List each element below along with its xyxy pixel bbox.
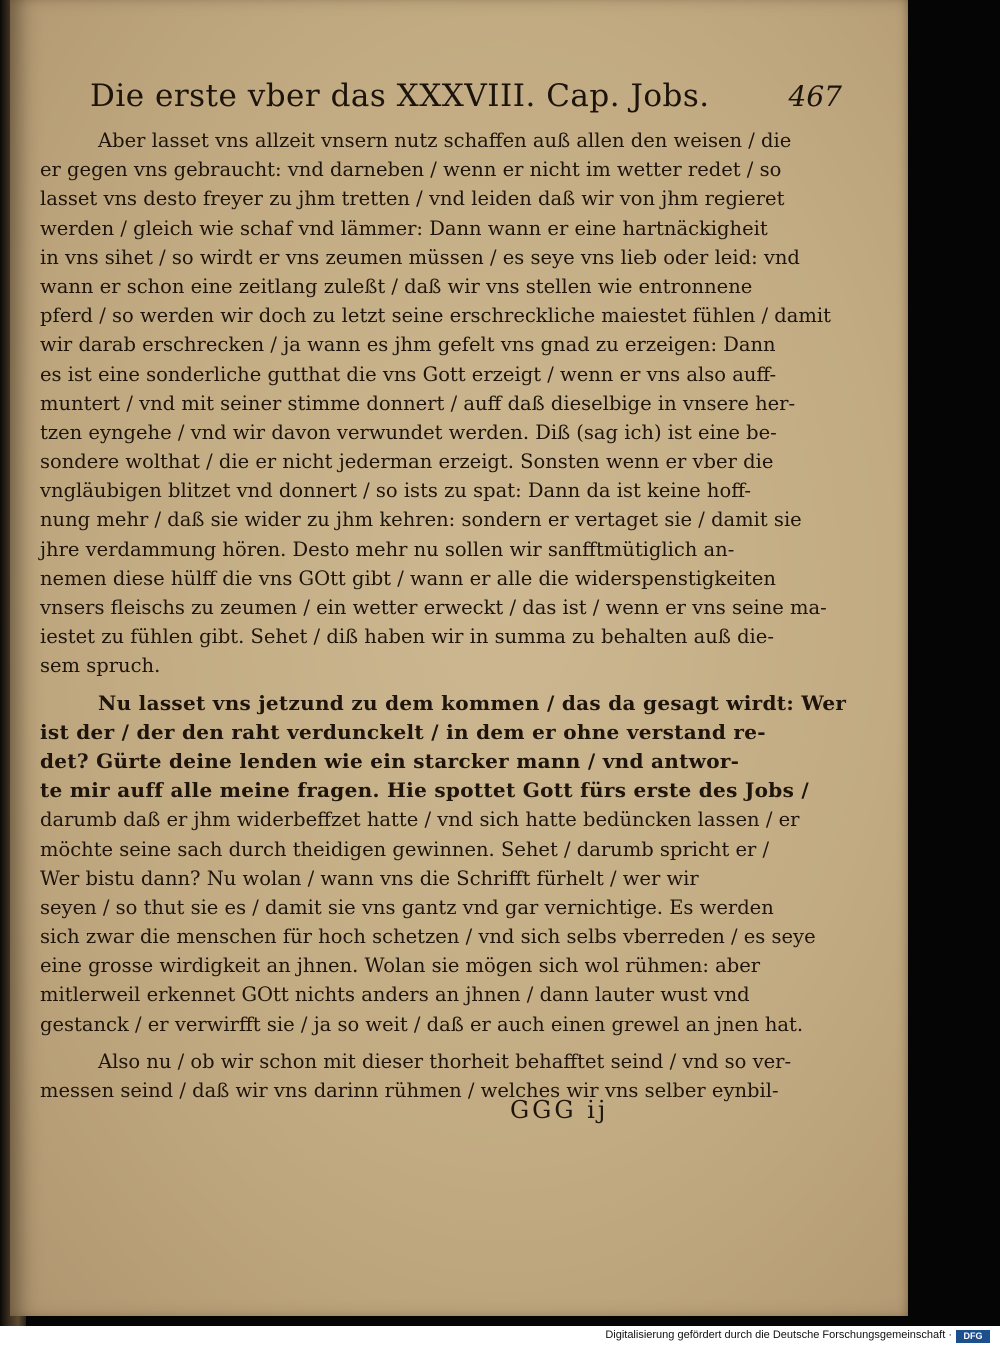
text-line: vnsers fleischs zu zeumen / ein wetter erweckt / das ist / wenn er vns seine ma-	[40, 596, 827, 619]
text-line: Aber lasset vns allzeit vnsern nutz schaffen auß allen den weisen / die	[98, 129, 792, 152]
text-line: in vns sihet / so wirdt er vns zeumen müssen / es seye vns lieb oder leid: vnd	[40, 245, 800, 269]
text-line: werden / gleich wie schaf vnd lämmer: Dann wann er eine hartnäckigheit	[40, 216, 768, 240]
text-line: lasset vns desto freyer zu jhm tretten / vnd leiden daß wir von jhm regieret	[40, 187, 785, 211]
dfg-logo: DFG	[956, 1330, 990, 1343]
text-line: wir darab erschrecken / ja wann es jhm gefelt vns gnad zu erzeigen: Dann	[40, 333, 776, 357]
text-line: tzen eyngehe / vnd wir davon verwundet werden. Diß (sag ich) ist eine be-	[40, 420, 777, 444]
text-line: det? Gürte deine lenden wie ein starcker mann / vnd antwor-	[40, 748, 740, 773]
text-line: es ist eine sonderliche gutthat die vns Gott erzeigt / wenn er vns also auff-	[40, 362, 777, 386]
body-text	[40, 126, 847, 1105]
text-line: seyen / so thut sie es / damit sie vns gantz vnd gar vernichtige. Es werden	[40, 895, 774, 919]
text-line: wann er schon eine zeitlang zuleßt / daß wir vns stellen wie entronnene	[40, 274, 753, 298]
text-line: Also nu / ob wir schon mit dieser thorheit behafftet seind / vnd so ver-	[98, 1049, 792, 1073]
text-line: sondere wolthat / die er nicht jederman erzeigt. Sonsten wenn er vber die	[40, 450, 774, 474]
text-line: gestanck / er verwirfft sie / ja so weit / daß er auch einen grewel an jnen hat.	[40, 1012, 804, 1036]
footer-bar	[0, 1326, 1000, 1348]
text-line: te mir auff alle meine fragen. Hie spottet Gott fürs erste des Jobs /	[40, 778, 810, 803]
page-number: 467	[788, 80, 842, 113]
text-line: eine grosse wirdigkeit an jhnen. Wolan sie mögen sich wol rühmen: aber	[40, 954, 761, 978]
text-line: nung mehr / daß sie wider zu jhm kehren: sondern er vertaget sie / damit sie	[40, 508, 802, 532]
signature-mark: GGG ij	[510, 1096, 609, 1124]
text-line: Wer bistu dann? Nu wolan / wann vns die Schrifft fürhelt / wer wir	[40, 866, 699, 890]
text-line: iestet zu fühlen gibt. Sehet / diß haben wir in summa zu behalten auß die-	[40, 625, 774, 649]
paragraph-3	[40, 1047, 792, 1105]
text-line: mitlerweil erkennet GOtt nichts anders an jhnen / dann lauter wust vnd	[40, 983, 750, 1007]
paragraph-2	[40, 689, 847, 1039]
text-line: jhre verdammung hören. Desto mehr nu sollen wir sanfftmütiglich an-	[40, 537, 735, 561]
text-line: ist der / der den raht verdunckelt / in dem er ohne verstand re-	[40, 719, 766, 744]
footer-credit: Digitalisierung gefördert durch die Deutsche Forschungsgemeinschaft ·	[605, 1329, 952, 1341]
text-line: darumb daß er jhm widerbeffzet hatte / vnd sich hatte bedüncken lassen / er	[40, 808, 800, 832]
text-line: sem spruch.	[40, 654, 161, 678]
text-line: Nu lasset vns jetzund zu dem kommen / das da gesagt wirdt: Wer	[98, 690, 847, 715]
text-line: vngläubigen blitzet vnd donnert / so ists zu spat: Dann da ist keine hoff-	[40, 479, 751, 503]
text-line: er gegen vns gebraucht: vnd darneben / wenn er nicht im wetter redet / so	[40, 158, 782, 182]
text-line: muntert / vnd mit seiner stimme donnert / auff daß dieselbige in vnsere her-	[40, 391, 796, 415]
text-line: nemen diese hülff die vns GOtt gibt / wann er alle die widerspenstigkeiten	[40, 566, 776, 590]
paragraph-1	[40, 126, 831, 681]
text-line: pferd / so werden wir doch zu letzt seine erschreckliche maiestet fühlen / damit	[40, 304, 831, 328]
running-title: Die erste vber das XXXVIII. Cap. Jobs.	[90, 78, 710, 114]
text-line: sich zwar die menschen für hoch schetzen / vnd sich selbs vberreden / es seye	[40, 925, 816, 949]
text-line: messen seind / daß wir vns darinn rühmen / welches wir vns selber eynbil-	[40, 1079, 779, 1102]
book-page	[10, 0, 908, 1316]
page-header	[82, 76, 842, 120]
text-line: möchte seine sach durch theidigen gewinnen. Sehet / darumb spricht er /	[40, 837, 770, 861]
